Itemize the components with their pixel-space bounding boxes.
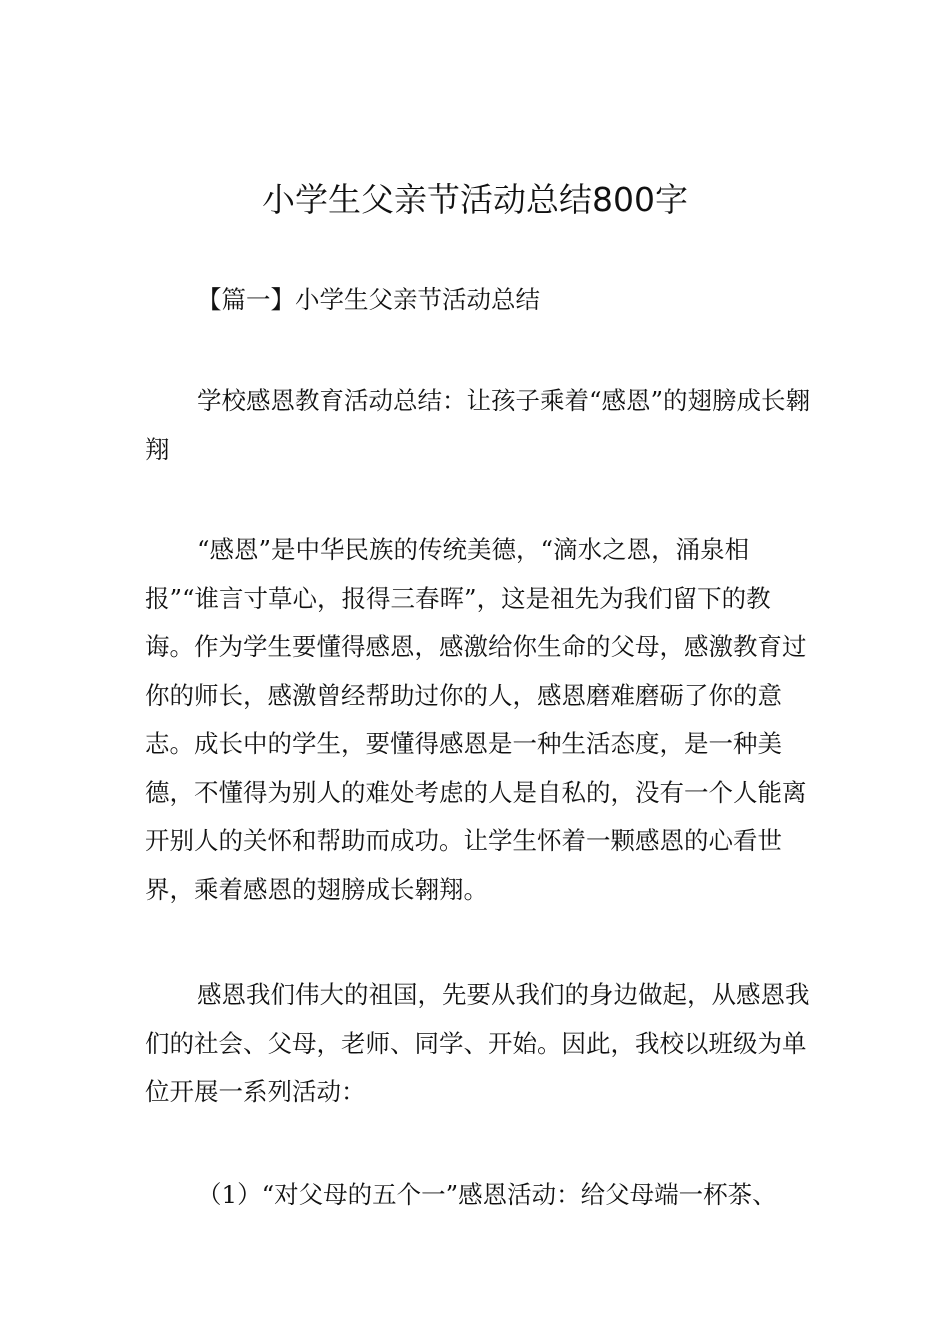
paragraph-1: 学校感恩教育活动总结：让孩子乘着“感恩”的翅膀成长翱翔 <box>145 386 811 464</box>
document-title: 小学生父亲节活动总结800字 <box>262 180 688 219</box>
section-heading: 【篇一】小学生父亲节活动总结 <box>197 285 540 314</box>
paragraph-3: 感恩我们伟大的祖国，先要从我们的身边做起，从感恩我们的社会、父母，老师、同学、开始。因此，我校以班级为单位开展一系列活动： <box>145 980 810 1106</box>
paragraph-2: “感恩”是中华民族的传统美德，“滴水之恩，涌泉相报”“谁言寸草心，报得三春晖”，这是祖先为我们留下的教诲。作为学生要懂得感恩，感激给你生命的父母，感激教育过你的师长，感激曾经帮助过你的人，感恩磨难磨砺了你的意志。成长中的学生，要懂得感恩是一种生活态度，是一种美德，不懂得为别人的难处考虑的人是自私的，没有一个人能离开别人的关怀和帮助而成功。让学生怀着一颗感恩的心看世界，乘着感恩的翅膀成长翱翔。 <box>145 535 807 904</box>
paragraph-4: （1）“对父母的五个一”感恩活动：给父母端一杯茶、 <box>197 1180 777 1209</box>
